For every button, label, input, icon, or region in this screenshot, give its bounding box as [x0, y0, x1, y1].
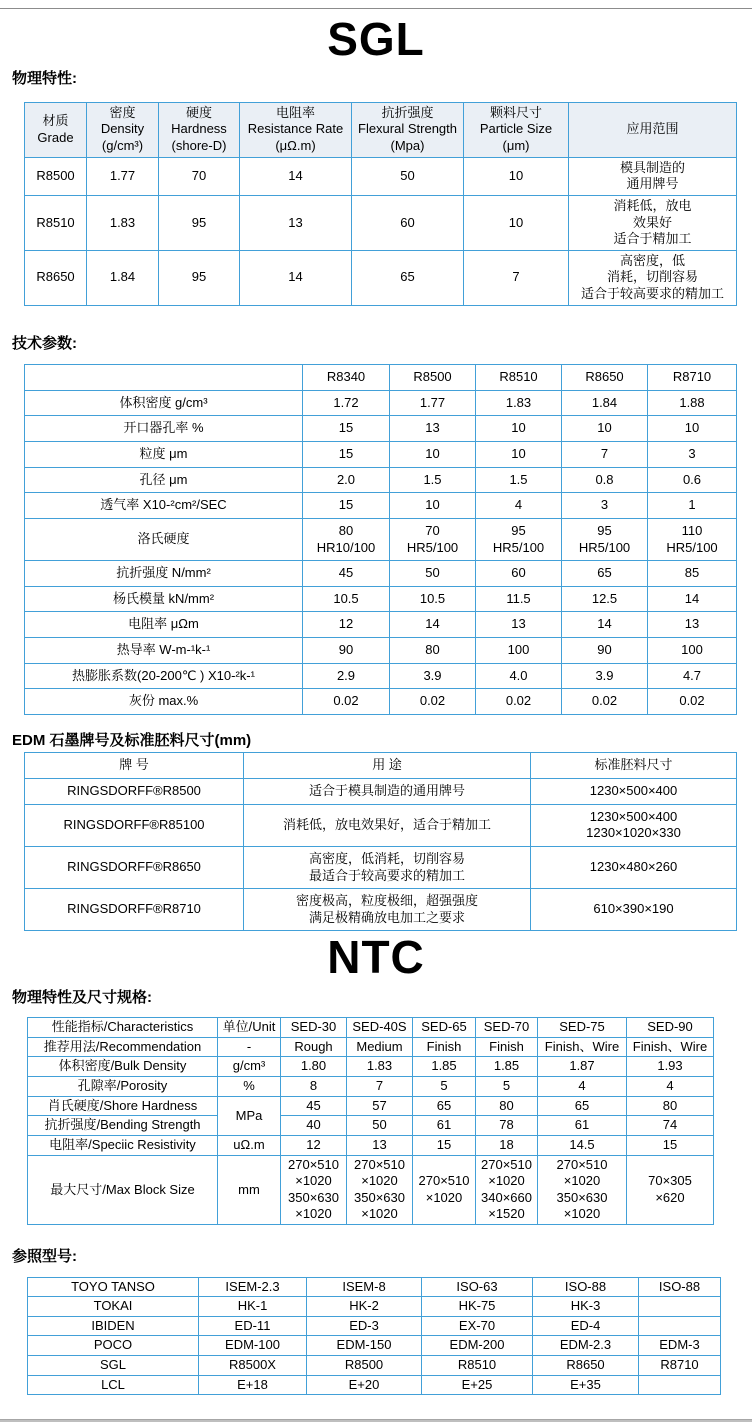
table-cell: 电阻率 Resistance Rate (μΩ.m) [240, 102, 352, 157]
table-cell: 消耗低，放电效果好，适合于精加工 [244, 804, 531, 846]
table-cell: 4 [476, 493, 562, 519]
table-cell: 10 [390, 493, 476, 519]
table-cell: 3.9 [562, 663, 648, 689]
table-row [25, 586, 737, 612]
table-cell: 610×390×190 [531, 889, 737, 931]
table-cell: 95 [159, 250, 240, 305]
table-cell: 90 [303, 638, 390, 664]
table-cell: 78 [476, 1116, 538, 1136]
table-cell: R8650 [25, 250, 87, 305]
table-cell: 5 [413, 1077, 476, 1097]
table-cell: 95 [159, 195, 240, 250]
table-row [25, 518, 737, 560]
table-cell: 100 [476, 638, 562, 664]
edm-grades-heading: EDM 石墨牌号及标准胚料尺寸(mm) [12, 731, 252, 749]
table-cell: SED-90 [627, 1018, 714, 1038]
table-cell: 0.8 [562, 467, 648, 493]
table-cell: RINGSDORFF®R8710 [25, 889, 244, 931]
table-cell: 10 [648, 416, 737, 442]
table-cell: 45 [303, 561, 390, 587]
table-cell [25, 365, 303, 391]
table-cell: 抗折强度 Flexural Strength (Mpa) [352, 102, 464, 157]
table-cell: R8650 [533, 1356, 639, 1376]
table-cell: 硬度 Hardness (shore-D) [159, 102, 240, 157]
table-cell: HK-3 [533, 1297, 639, 1317]
table-cell: 10 [562, 416, 648, 442]
table-cell: 80 HR10/100 [303, 518, 390, 560]
table-cell: Medium [347, 1037, 413, 1057]
table-cell: 40 [281, 1116, 347, 1136]
table-cell: 14 [390, 612, 476, 638]
table-cell: 10.5 [303, 586, 390, 612]
table-cell: 8 [281, 1077, 347, 1097]
table-cell: 1.77 [390, 390, 476, 416]
table-cell: ISO-88 [639, 1277, 721, 1297]
table-cell: 65 [562, 561, 648, 587]
table-cell: % [218, 1077, 281, 1097]
table-cell: 牌 号 [25, 753, 244, 779]
table-cell: 4 [627, 1077, 714, 1097]
table-cell: HK-75 [422, 1297, 533, 1317]
table-cell: 90 [562, 638, 648, 664]
table-row [28, 1096, 714, 1116]
table-cell: 洛氏硬度 [25, 518, 303, 560]
table-cell: 1.5 [390, 467, 476, 493]
table-cell: 270×510 ×1020 340×660 ×1520 [476, 1155, 538, 1225]
edm-grades-blank-size-table [24, 752, 737, 931]
table-cell: 1.72 [303, 390, 390, 416]
table-cell: 高密度，低 消耗，切削容易 适合于较高要求的精加工 [569, 250, 737, 305]
table-cell: ISEM-2.3 [199, 1277, 307, 1297]
table-cell: Rough [281, 1037, 347, 1057]
table-cell: 电阻率 μΩm [25, 612, 303, 638]
table-cell: 10 [464, 157, 569, 195]
table-cell: 7 [347, 1077, 413, 1097]
table-cell: 7 [562, 442, 648, 468]
table-cell: 10 [476, 442, 562, 468]
table-cell: 1230×500×400 [531, 779, 737, 805]
table-cell: 3.9 [390, 663, 476, 689]
table-cell: 2.9 [303, 663, 390, 689]
table-row [25, 804, 737, 846]
table-cell: R8500 [390, 365, 476, 391]
table-cell: SED-70 [476, 1018, 538, 1038]
table-cell: 1.87 [538, 1057, 627, 1077]
table-row [25, 467, 737, 493]
table-cell: 热膨胀系数(20-200℃ ) X10-²k-¹ [25, 663, 303, 689]
table-cell: 1.83 [476, 390, 562, 416]
sgl-technical-parameters-table [24, 364, 737, 715]
table-cell: R8340 [303, 365, 390, 391]
table-cell: 50 [347, 1116, 413, 1136]
table-cell: 高密度，低消耗，切削容易 最适合于较高要求的精加工 [244, 846, 531, 888]
table-cell: 体积密度 g/cm³ [25, 390, 303, 416]
table-cell: R8510 [476, 365, 562, 391]
table-cell: Finish、Wire [627, 1037, 714, 1057]
table-row [25, 102, 737, 157]
table-cell: 肖氏硬度/Shore Hardness [28, 1096, 218, 1116]
table-cell: 60 [476, 561, 562, 587]
table-cell: ISO-88 [533, 1277, 639, 1297]
reference-models-table [27, 1277, 721, 1396]
table-cell: 50 [352, 157, 464, 195]
table-row [25, 663, 737, 689]
table-cell: 60 [352, 195, 464, 250]
table-cell: 74 [627, 1116, 714, 1136]
table-cell: EDM-100 [199, 1336, 307, 1356]
table-cell: E+25 [422, 1375, 533, 1395]
table-cell: 模具制造的 通用牌号 [569, 157, 737, 195]
table-cell: R8500 [307, 1356, 422, 1376]
table-cell: 适合于模具制造的通用牌号 [244, 779, 531, 805]
table-row [25, 689, 737, 715]
table-row [25, 846, 737, 888]
table-cell: 57 [347, 1096, 413, 1116]
table-cell: ISEM-8 [307, 1277, 422, 1297]
table-row [28, 1316, 721, 1336]
table-cell: 5 [476, 1077, 538, 1097]
table-cell: 14 [240, 157, 352, 195]
table-cell: 1230×500×400 1230×1020×330 [531, 804, 737, 846]
table-cell: 0.02 [390, 689, 476, 715]
table-cell: RINGSDORFF®R8500 [25, 779, 244, 805]
table-cell: 80 [476, 1096, 538, 1116]
table-cell: Finish、Wire [538, 1037, 627, 1057]
table-cell: Finish [476, 1037, 538, 1057]
table-cell: R8500X [199, 1356, 307, 1376]
table-cell: 80 [390, 638, 476, 664]
table-cell: SGL [28, 1356, 199, 1376]
table-cell: 1.80 [281, 1057, 347, 1077]
table-cell: 应用范围 [569, 102, 737, 157]
table-cell: 14 [648, 586, 737, 612]
table-cell: SED-30 [281, 1018, 347, 1038]
table-cell: 14 [240, 250, 352, 305]
table-cell: 4.0 [476, 663, 562, 689]
table-cell: TOKAI [28, 1297, 199, 1317]
table-cell: 45 [281, 1096, 347, 1116]
table-cell: 70 HR5/100 [390, 518, 476, 560]
table-cell: 270×510 ×1020 350×630 ×1020 [347, 1155, 413, 1225]
table-cell [639, 1375, 721, 1395]
table-cell: 13 [347, 1135, 413, 1155]
table-cell: 透气率 X10-²cm²/SEC [25, 493, 303, 519]
reference-models-heading: 参照型号: [12, 1248, 77, 1266]
table-cell: 0.02 [476, 689, 562, 715]
table-cell: 颗料尺寸 Particle Size (μm) [464, 102, 569, 157]
table-cell: 1.93 [627, 1057, 714, 1077]
table-cell: 15 [303, 416, 390, 442]
table-cell: EDM-2.3 [533, 1336, 639, 1356]
table-cell: ED-11 [199, 1316, 307, 1336]
table-cell: 1.77 [87, 157, 159, 195]
table-row [28, 1375, 721, 1395]
table-cell: E+20 [307, 1375, 422, 1395]
table-cell: 270×510 ×1020 [413, 1155, 476, 1225]
table-cell: 13 [240, 195, 352, 250]
table-row [28, 1336, 721, 1356]
table-cell: 杨氏模量 kN/mm² [25, 586, 303, 612]
table-row [25, 612, 737, 638]
table-row [25, 779, 737, 805]
table-cell: - [218, 1037, 281, 1057]
table-row [28, 1077, 714, 1097]
table-cell: 61 [413, 1116, 476, 1136]
table-cell: 推荐用法/Recommendation [28, 1037, 218, 1057]
table-cell: SED-65 [413, 1018, 476, 1038]
table-cell: 61 [538, 1116, 627, 1136]
table-cell: RINGSDORFF®R85100 [25, 804, 244, 846]
table-cell: 12 [303, 612, 390, 638]
table-cell: SED-75 [538, 1018, 627, 1038]
table-cell: 70 [159, 157, 240, 195]
table-row [28, 1116, 714, 1136]
table-cell: 灰份 max.% [25, 689, 303, 715]
table-cell: 1.84 [87, 250, 159, 305]
table-cell: 粒度 μm [25, 442, 303, 468]
table-cell: EDM-200 [422, 1336, 533, 1356]
table-cell [639, 1297, 721, 1317]
table-cell: 1.88 [648, 390, 737, 416]
table-cell [639, 1316, 721, 1336]
table-cell: E+18 [199, 1375, 307, 1395]
table-row [28, 1297, 721, 1317]
table-row [28, 1037, 714, 1057]
table-cell: 13 [476, 612, 562, 638]
table-cell: 1 [648, 493, 737, 519]
table-cell: 1.5 [476, 467, 562, 493]
table-cell: 85 [648, 561, 737, 587]
table-cell: 用 途 [244, 753, 531, 779]
table-cell: 孔隙率/Porosity [28, 1077, 218, 1097]
table-cell: MPa [218, 1096, 281, 1135]
table-cell: g/cm³ [218, 1057, 281, 1077]
table-cell: 密度 Density (g/cm³) [87, 102, 159, 157]
table-row [25, 442, 737, 468]
table-cell: 3 [562, 493, 648, 519]
table-cell: 65 [413, 1096, 476, 1116]
table-cell: 标准胚料尺寸 [531, 753, 737, 779]
table-row [25, 493, 737, 519]
table-row [25, 390, 737, 416]
table-cell: 1.85 [413, 1057, 476, 1077]
table-row [25, 365, 737, 391]
table-cell: 1.83 [87, 195, 159, 250]
table-row [28, 1155, 714, 1225]
table-cell: ED-4 [533, 1316, 639, 1336]
table-cell: 14.5 [538, 1135, 627, 1155]
table-row [25, 250, 737, 305]
table-cell: HK-2 [307, 1297, 422, 1317]
table-cell: 7 [464, 250, 569, 305]
table-cell: 11.5 [476, 586, 562, 612]
table-cell: 密度极高，粒度极细，超强强度 满足极精确放电加工之要求 [244, 889, 531, 931]
table-row [28, 1277, 721, 1297]
table-cell: LCL [28, 1375, 199, 1395]
table-cell: 15 [303, 493, 390, 519]
table-cell: RINGSDORFF®R8650 [25, 846, 244, 888]
table-cell: R8500 [25, 157, 87, 195]
table-cell: R8650 [562, 365, 648, 391]
table-row [28, 1135, 714, 1155]
table-row [25, 195, 737, 250]
table-cell: 0.6 [648, 467, 737, 493]
table-cell: 热导率 W-m-¹k-¹ [25, 638, 303, 664]
table-row [28, 1018, 714, 1038]
table-cell: Finish [413, 1037, 476, 1057]
table-cell: 单位/Unit [218, 1018, 281, 1038]
table-cell: 12 [281, 1135, 347, 1155]
table-cell: 2.0 [303, 467, 390, 493]
ntc-properties-size-table [27, 1017, 714, 1225]
table-cell: 4 [538, 1077, 627, 1097]
table-cell: 性能指标/Characteristics [28, 1018, 218, 1038]
table-row [25, 416, 737, 442]
table-cell: 最大尺寸/Max Block Size [28, 1155, 218, 1225]
table-cell: 10 [390, 442, 476, 468]
table-cell: 0.02 [303, 689, 390, 715]
table-cell: 70×305 ×620 [627, 1155, 714, 1225]
table-cell: 18 [476, 1135, 538, 1155]
table-cell: 0.02 [648, 689, 737, 715]
table-cell: 材质 Grade [25, 102, 87, 157]
table-cell: ED-3 [307, 1316, 422, 1336]
table-cell: R8510 [422, 1356, 533, 1376]
table-cell: 110 HR5/100 [648, 518, 737, 560]
table-cell: 1230×480×260 [531, 846, 737, 888]
table-cell: 消耗低，放电 效果好 适合于精加工 [569, 195, 737, 250]
table-cell: 15 [627, 1135, 714, 1155]
table-cell: 65 [352, 250, 464, 305]
table-cell: SED-40S [347, 1018, 413, 1038]
table-cell: mm [218, 1155, 281, 1225]
table-row [28, 1057, 714, 1077]
table-cell: 100 [648, 638, 737, 664]
table-cell: EX-70 [422, 1316, 533, 1336]
table-row [25, 753, 737, 779]
table-cell: 抗折强度/Bending Strength [28, 1116, 218, 1136]
table-cell: EDM-150 [307, 1336, 422, 1356]
table-cell: 1.83 [347, 1057, 413, 1077]
table-cell: 80 [627, 1096, 714, 1116]
ntc-title: NTC [327, 931, 425, 984]
table-cell: 15 [303, 442, 390, 468]
table-row [25, 157, 737, 195]
physical-properties-heading: 物理特性: [12, 70, 77, 88]
table-cell: 1.84 [562, 390, 648, 416]
table-cell: ISO-63 [422, 1277, 533, 1297]
table-cell: 1.85 [476, 1057, 538, 1077]
table-cell: 15 [413, 1135, 476, 1155]
table-cell: 50 [390, 561, 476, 587]
table-cell: E+35 [533, 1375, 639, 1395]
table-cell: 4.7 [648, 663, 737, 689]
table-cell: POCO [28, 1336, 199, 1356]
technical-parameters-heading: 技术参数: [12, 334, 77, 352]
table-cell: 65 [538, 1096, 627, 1116]
table-cell: 95 HR5/100 [562, 518, 648, 560]
sgl-physical-properties-table [24, 102, 737, 306]
table-cell: 13 [648, 612, 737, 638]
table-cell: 10 [464, 195, 569, 250]
table-cell: 孔径 μm [25, 467, 303, 493]
top-divider [0, 8, 752, 9]
table-cell: IBIDEN [28, 1316, 199, 1336]
table-row [28, 1356, 721, 1376]
table-cell: 10.5 [390, 586, 476, 612]
table-cell: TOYO TANSO [28, 1277, 199, 1297]
table-row [25, 638, 737, 664]
table-cell: R8510 [25, 195, 87, 250]
table-row [25, 561, 737, 587]
table-cell: 开口器孔率 % [25, 416, 303, 442]
table-cell: EDM-3 [639, 1336, 721, 1356]
table-cell: HK-1 [199, 1297, 307, 1317]
table-cell: 3 [648, 442, 737, 468]
table-cell: 体积密度/Bulk Density [28, 1057, 218, 1077]
table-cell: 0.02 [562, 689, 648, 715]
sgl-title: SGL [327, 13, 425, 65]
table-cell: 95 HR5/100 [476, 518, 562, 560]
table-cell: R8710 [639, 1356, 721, 1376]
table-cell: 10 [476, 416, 562, 442]
table-cell: R8710 [648, 365, 737, 391]
table-cell: 12.5 [562, 586, 648, 612]
ntc-spec-heading: 物理特性及尺寸规格: [12, 988, 152, 1006]
table-cell: 270×510 ×1020 350×630 ×1020 [281, 1155, 347, 1225]
table-cell: 13 [390, 416, 476, 442]
table-cell: uΩ.m [218, 1135, 281, 1155]
table-cell: 270×510 ×1020 350×630 ×1020 [538, 1155, 627, 1225]
table-cell: 抗折强度 N/mm² [25, 561, 303, 587]
table-cell: 电阻率/Speciic Resistivity [28, 1135, 218, 1155]
table-cell: 14 [562, 612, 648, 638]
table-row [25, 889, 737, 931]
